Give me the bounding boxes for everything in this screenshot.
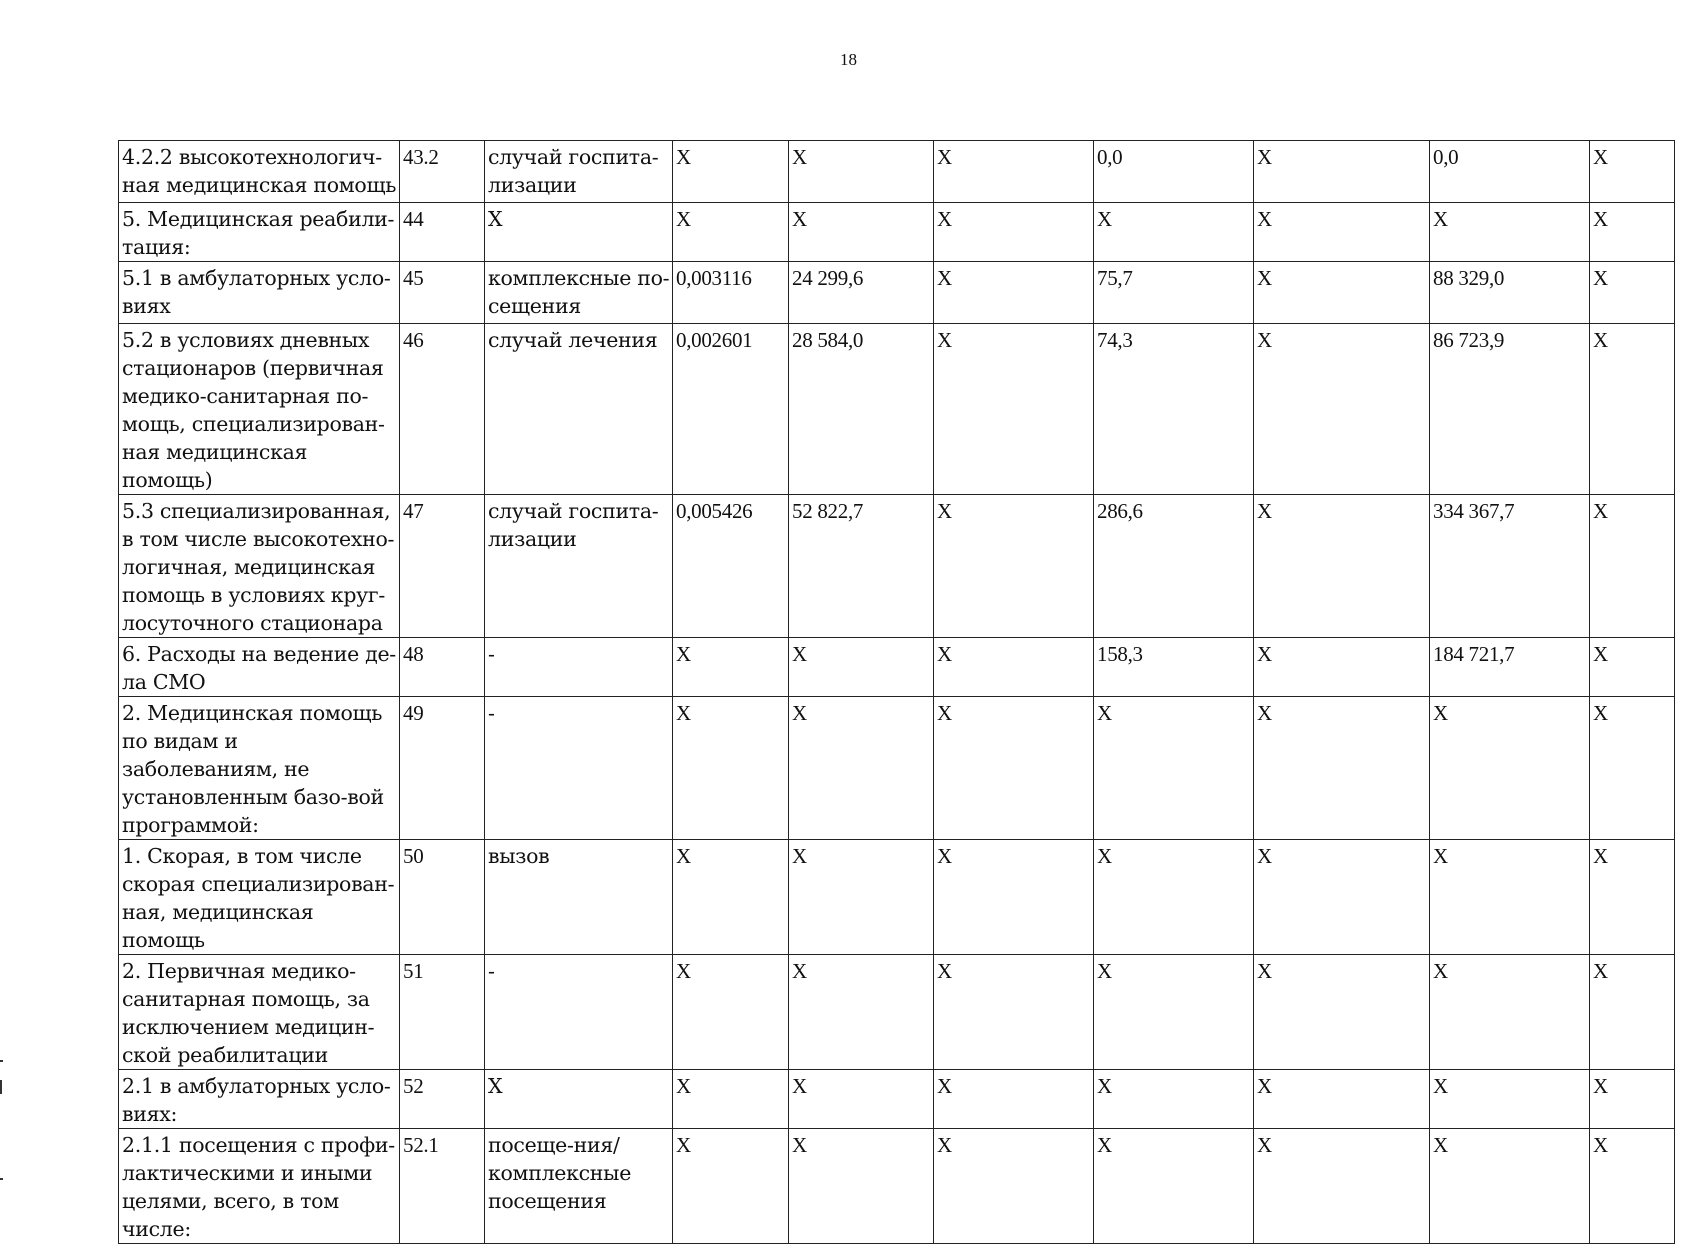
- value-cell: 286,6: [1094, 495, 1254, 638]
- data-table: [118, 140, 1675, 1244]
- row-label-cell: 2. Медицинская помощь по видам и заболеваниям, не установленным базо-вой программой:: [119, 697, 400, 840]
- value-cell: X: [1590, 1129, 1675, 1244]
- value-cell: X: [1590, 638, 1675, 697]
- value-cell: 184 721,7: [1430, 638, 1590, 697]
- value-cell: X: [934, 697, 1094, 840]
- row-label-cell: 5.1 в амбулаторных усло-виях: [119, 262, 400, 324]
- value-cell: 24 299,6: [789, 262, 934, 324]
- table-row: [119, 1070, 1675, 1129]
- value-cell: X: [1430, 840, 1590, 955]
- table-row: [119, 495, 1675, 638]
- value-cell: X: [1254, 495, 1430, 638]
- value-cell: X: [673, 1129, 789, 1244]
- row-label-cell: 2.1.1 посещения с профи-лактическими и иными целями, всего, в том числе:: [119, 1129, 400, 1244]
- value-cell: X: [1430, 955, 1590, 1070]
- value-cell: X: [673, 141, 789, 203]
- value-cell: X: [934, 638, 1094, 697]
- value-cell: X: [1094, 1129, 1254, 1244]
- value-cell: X: [934, 262, 1094, 324]
- unit-cell: X: [485, 1070, 673, 1129]
- value-cell: X: [1430, 697, 1590, 840]
- unit-cell: -: [485, 638, 673, 697]
- value-cell: X: [673, 203, 789, 262]
- row-label-cell: 1. Скорая, в том числе скорая специализирован-ная, медицинская помощь: [119, 840, 400, 955]
- value-cell: X: [789, 638, 934, 697]
- value-cell: X: [1430, 1070, 1590, 1129]
- value-cell: 334 367,7: [1430, 495, 1590, 638]
- value-cell: X: [789, 141, 934, 203]
- value-cell: X: [934, 203, 1094, 262]
- row-code-cell: 46: [400, 324, 485, 495]
- row-label-cell: 6. Расходы на ведение де-ла СМО: [119, 638, 400, 697]
- value-cell: X: [789, 840, 934, 955]
- value-cell: X: [1094, 697, 1254, 840]
- table-row: [119, 262, 1675, 324]
- table-body: [119, 141, 1675, 1244]
- table-row: [119, 324, 1675, 495]
- value-cell: 0,0: [1094, 141, 1254, 203]
- unit-cell: посеще-ния/комплексные посещения: [485, 1129, 673, 1244]
- value-cell: X: [1254, 141, 1430, 203]
- value-cell: 74,3: [1094, 324, 1254, 495]
- table-row: [119, 203, 1675, 262]
- row-label-cell: 5.2 в условиях дневных стационаров (первичная медико-санитарная по-мощь, специализирован-ная медицинская помощь): [119, 324, 400, 495]
- row-label-cell: 4.2.2 высокотехнологич-ная медицинская помощь: [119, 141, 400, 203]
- value-cell: X: [934, 955, 1094, 1070]
- row-code-cell: 48: [400, 638, 485, 697]
- row-code-cell: 52.1: [400, 1129, 485, 1244]
- value-cell: X: [789, 1129, 934, 1244]
- value-cell: X: [1590, 840, 1675, 955]
- unit-cell: случай госпита-лизации: [485, 141, 673, 203]
- value-cell: X: [1094, 203, 1254, 262]
- unit-cell: -: [485, 955, 673, 1070]
- value-cell: 158,3: [1094, 638, 1254, 697]
- value-cell: X: [1254, 203, 1430, 262]
- table-row: [119, 141, 1675, 203]
- value-cell: X: [1430, 203, 1590, 262]
- value-cell: X: [1590, 955, 1675, 1070]
- value-cell: X: [1254, 955, 1430, 1070]
- value-cell: X: [1590, 203, 1675, 262]
- value-cell: X: [1590, 495, 1675, 638]
- value-cell: X: [673, 955, 789, 1070]
- row-code-cell: 51: [400, 955, 485, 1070]
- value-cell: 0,0: [1430, 141, 1590, 203]
- value-cell: 88 329,0: [1430, 262, 1590, 324]
- value-cell: X: [934, 324, 1094, 495]
- unit-cell: комплексные по-сещения: [485, 262, 673, 324]
- margin-mark: [0, 1060, 3, 1062]
- table-row: [119, 1129, 1675, 1244]
- unit-cell: случай госпита-лизации: [485, 495, 673, 638]
- value-cell: X: [1254, 262, 1430, 324]
- unit-cell: случай лечения: [485, 324, 673, 495]
- value-cell: X: [1254, 324, 1430, 495]
- value-cell: X: [1254, 1129, 1430, 1244]
- value-cell: 75,7: [1094, 262, 1254, 324]
- row-code-cell: 44: [400, 203, 485, 262]
- unit-cell: -: [485, 697, 673, 840]
- value-cell: X: [1094, 840, 1254, 955]
- row-code-cell: 50: [400, 840, 485, 955]
- value-cell: X: [934, 1129, 1094, 1244]
- page-number: 18: [840, 50, 857, 69]
- value-cell: X: [789, 1070, 934, 1129]
- value-cell: X: [1590, 324, 1675, 495]
- margin-mark: [0, 1080, 2, 1094]
- value-cell: 0,002601: [673, 324, 789, 495]
- table-row: [119, 840, 1675, 955]
- table-row: [119, 638, 1675, 697]
- value-cell: 0,003116: [673, 262, 789, 324]
- value-cell: X: [1094, 955, 1254, 1070]
- value-cell: X: [1590, 1070, 1675, 1129]
- value-cell: X: [1254, 697, 1430, 840]
- row-code-cell: 47: [400, 495, 485, 638]
- value-cell: 86 723,9: [1430, 324, 1590, 495]
- unit-cell: X: [485, 203, 673, 262]
- value-cell: X: [673, 840, 789, 955]
- table-row: [119, 697, 1675, 840]
- value-cell: X: [934, 141, 1094, 203]
- row-code-cell: 49: [400, 697, 485, 840]
- value-cell: 0,005426: [673, 495, 789, 638]
- value-cell: X: [673, 1070, 789, 1129]
- value-cell: X: [1254, 1070, 1430, 1129]
- value-cell: X: [673, 638, 789, 697]
- value-cell: X: [1430, 1129, 1590, 1244]
- margin-mark: [0, 1178, 3, 1180]
- row-label-cell: 5. Медицинская реабили-тация:: [119, 203, 400, 262]
- row-code-cell: 45: [400, 262, 485, 324]
- value-cell: X: [789, 203, 934, 262]
- value-cell: X: [934, 1070, 1094, 1129]
- value-cell: X: [789, 955, 934, 1070]
- value-cell: X: [789, 697, 934, 840]
- value-cell: X: [1590, 697, 1675, 840]
- row-label-cell: 2.1 в амбулаторных усло-виях:: [119, 1070, 400, 1129]
- value-cell: X: [1254, 840, 1430, 955]
- row-code-cell: 52: [400, 1070, 485, 1129]
- value-cell: X: [1254, 638, 1430, 697]
- value-cell: 28 584,0: [789, 324, 934, 495]
- value-cell: X: [934, 495, 1094, 638]
- value-cell: 52 822,7: [789, 495, 934, 638]
- table-row: [119, 955, 1675, 1070]
- row-code-cell: 43.2: [400, 141, 485, 203]
- row-label-cell: 5.3 специализированная, в том числе высокотехно-логичная, медицинская помощь в условиях круг-лосуточного стационара: [119, 495, 400, 638]
- value-cell: X: [1094, 1070, 1254, 1129]
- unit-cell: вызов: [485, 840, 673, 955]
- value-cell: X: [1590, 262, 1675, 324]
- value-cell: X: [673, 697, 789, 840]
- row-label-cell: 2. Первичная медико-санитарная помощь, за исключением медицин-ской реабилитации: [119, 955, 400, 1070]
- value-cell: X: [934, 840, 1094, 955]
- value-cell: X: [1590, 141, 1675, 203]
